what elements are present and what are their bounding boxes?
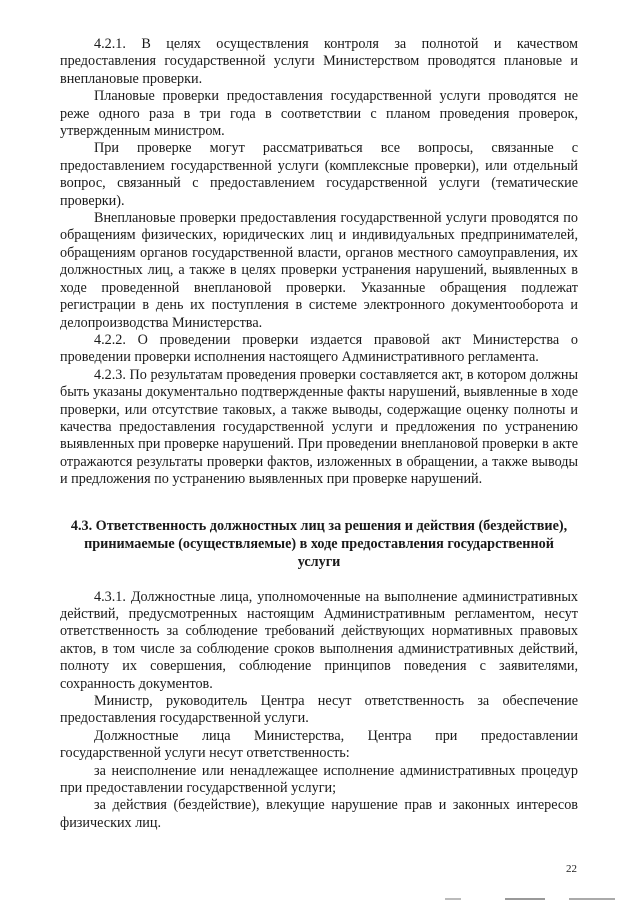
paragraph-officials-responsibility: Должностные лица Министерства, Центра при предоставлении государственной услуги несут ответственность: [60, 727, 578, 762]
section-heading-4-3: 4.3. Ответственность должностных лиц за решения и действия (бездействие), принимаемые (осуществляемые) в ходе предоставления государственной услуги [70, 517, 568, 570]
scan-artifact [425, 898, 625, 900]
paragraph-planned-inspections: Плановые проверки предоставления государственной услуги проводятся не реже одного раза в три года в соответствии с планом проведения проверок, утвержденным министром. [60, 88, 578, 140]
paragraph-4-2-2: 4.2.2. О проведении проверки издается правовой акт Министерства о проведении проверки исполнения настоящего Административного регламента. [60, 331, 578, 366]
paragraph-4-3-1: 4.3.1. Должностные лица, уполномоченные на выполнение административных действий, предусмотренных настоящим Административным регламентом, несут ответственность за соблюдение требований действующих нормативных правовых актов, в том числе за соблюдение сроков выполнения административных действий, полноту их совершения, соблюдение принципов поведения с заявителями, сохранность документов. [60, 588, 578, 692]
paragraph-minister-responsibility: Министр, руководитель Центра несут ответственность за обеспечение предоставления государственной услуги. [60, 693, 578, 727]
paragraph-responsibility-item-2: за действия (бездействие), влекущие нарушение прав и законных интересов физических лиц. [60, 797, 578, 831]
paragraph-responsibility-item-1: за неисполнение или ненадлежащее исполнение административных процедур при предоставлении государственной услуги; [60, 762, 578, 797]
paragraph-4-2-1: 4.2.1. В целях осуществления контроля за полнотой и качеством предоставления государственной услуги Министерством проводятся плановые и внеплановые проверки. [60, 36, 578, 87]
paragraph-4-2-3: 4.2.3. По результатам проведения проверки составляется акт, в котором должны быть указаны документально подтвержденные факты нарушений, выявленные в ходе проверки, или отсутствие таковых, а также выводы, содержащие оценку полноты и качества предоставления государственной услуги и предложения по устранению выявленных при проверке нарушений. При проведении внеплановой проверки в акте отражаются результаты проверки фактов, изложенных в обращении, а также выводы и предложения по устранению выявленных при проверке нарушений. [60, 366, 578, 488]
paragraph-inspection-scope: При проверке могут рассматриваться все вопросы, связанные с предоставлением государственной услуги (комплексные проверки), или отдельный вопрос, связанный с предоставлением государственной услуги (тематические проверки). [60, 140, 578, 209]
paragraph-unplanned-inspections: Внеплановые проверки предоставления государственной услуги проводятся по обращениям физических, юридических лиц и индивидуальных предпринимателей, обращениям органов государственной власти, органов местного самоуправления, их должностных лиц, а также в целях проверки устранения нарушений, выявленных в ходе проведенной внеплановой проверки. Указанные обращения подлежат регистрации в день их поступления в системе электронного документооборота и делопроизводства Министерства. [60, 210, 578, 331]
page-number: 22 [566, 863, 577, 875]
document-page [60, 36, 578, 832]
